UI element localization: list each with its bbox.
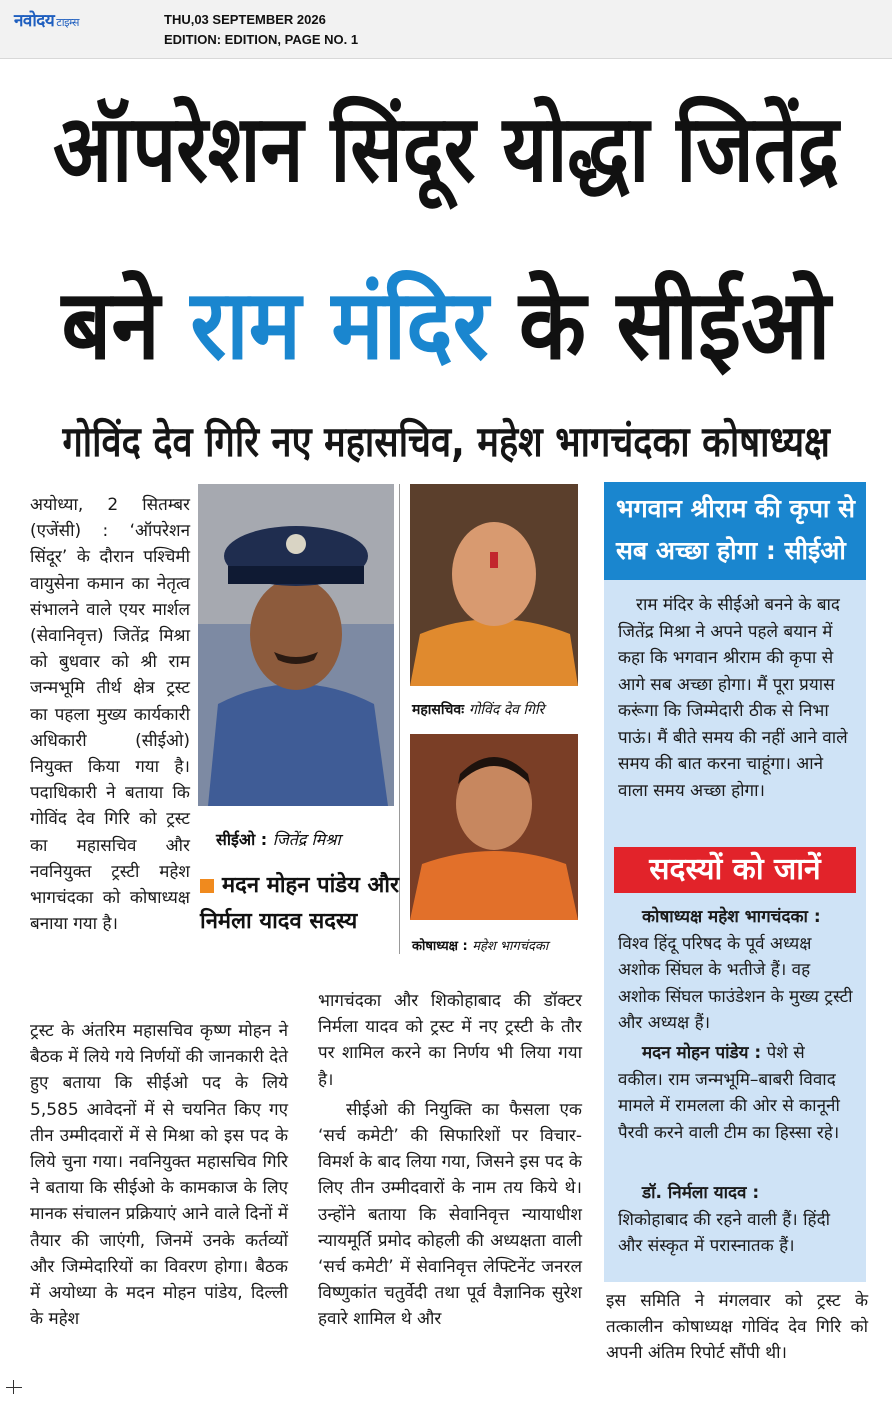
dateline <box>164 10 358 50</box>
intro-text: अयोध्या, 2 सितम्बर (एजेंसी) : ‘ऑपरेशन सिंदूर’ के दौरान पश्चिमी वायुसेना कमान का नेतृत्व संभालने वाले एयर मार्शल (सेवानिवृत्त) जितेंद्र मिश्रा को बुधवार को श्री राम जन्मभूमि तीर्थ क्षेत्र ट्रस्ट का पहला मुख्य कार्यकारी अधिकारी (सीईओ) नियुक्त किया गया है। <box>30 495 190 778</box>
headline-deck: गोविंद देव गिरि नए महासचिव, महेश भागचंदका कोषाध्यक्ष <box>62 417 830 466</box>
caption-general-secretary <box>412 700 544 719</box>
closing-paragraph: इस समिति ने मंगलवार को ट्रस्ट के तत्कालीन कोषाध्यक्ष गोविंद देव गिरि को अपनी अंतिम रिपोर्ट सौंपी थी। <box>606 1291 868 1363</box>
member-name: मदन मोहन पांडेय : <box>642 1043 762 1063</box>
masthead-bar <box>0 0 892 59</box>
intro-continued: पदाधिकारी ने बताया कि गोविंद देव गिरि को ट्रस्ट का महासचिव और नवनियुक्त ट्रस्टी महेश भागचंदका को कोषाध्यक्ष बनाया गया है। <box>30 783 190 935</box>
headline-word-bane: बने <box>61 268 160 382</box>
crop-mark <box>6 1387 22 1388</box>
edition-page: EDITION: EDITION, PAGE NO. 1 <box>164 32 359 47</box>
general-secretary-portrait-icon <box>410 484 578 686</box>
photo-ceo-jitendra-mishra <box>198 484 394 806</box>
article-intro <box>30 492 190 937</box>
member-description: विश्व हिंदू परिषद के पूर्व अध्यक्ष अशोक सिंघल के भतीजे हैं। वह अशोक सिंघल फाउंडेशन के मुख्य ट्रस्टी और अध्यक्ष हैं। <box>618 933 853 1033</box>
member-description: पेशे से वकील। राम जन्मभूमि–बाबरी विवाद मामले में रामलला की ओर से कानूनी पैरवी करने वाली टीम का हिस्सा रहे। <box>618 1043 840 1143</box>
caption-treasurer <box>412 936 548 954</box>
sidebar-title: भगवान श्रीराम की कृपा से सब अच्छा होगा : सीईओ <box>604 482 866 580</box>
member-paragraph <box>618 1040 854 1146</box>
photo-govind-dev-giri <box>410 484 578 686</box>
newspaper-logo[interactable] <box>14 8 79 31</box>
orange-square-icon <box>200 879 214 893</box>
treasurer-portrait-icon <box>410 734 578 920</box>
member-name: कोषाध्यक्ष महेश भागचंदका : <box>642 907 821 927</box>
headline-line-2 <box>22 270 869 381</box>
issue-date: THU,03 SEPTEMBER 2026 <box>164 12 326 27</box>
ceo-portrait-icon <box>198 484 394 806</box>
member-name: डॉ. निर्मला यादव : <box>642 1183 760 1203</box>
col2-paragraph-2: सीईओ की नियुक्ति का फैसला एक ‘सर्च कमेटी’ की सिफारिशों पर विचार-विमर्श के बाद लिया गया, जिसने इस पद के लिए तीन उम्मीदवारों के नाम तय किये थे। उन्होंने बताया कि सेवानिवृत्त न्यायाधीश न्यायमूर्ति प्रमोद कोहली की अध्यक्षता वाली ‘सर्च कमेटी’ में सेवानिवृत्त लेफ्टिनेंट जनरल विष्णुकांत चतुर्वेदी तथा पूर्व वैज्ञानिक सुरेश हवारे शामिल थे और <box>318 1099 582 1330</box>
members-heading: सदस्यों को जानें <box>614 847 856 893</box>
article-column-2 <box>318 988 582 1333</box>
caption-ceo-name: जितेंद्र मिश्रा <box>272 830 341 849</box>
caption-gs-label: महासचिवः <box>412 702 465 718</box>
caption-tr-name: महेश भागचंदका <box>472 939 549 954</box>
caption-gs-name: गोविंद देव गिरि <box>468 702 545 718</box>
member-description: शिकोहाबाद की रहने वाली हैं। हिंदी और संस्कृत में परास्नातक हैं। <box>618 1209 830 1256</box>
headline-line-1: ऑपरेशन सिंदूर योद्धा जितेंद्र <box>53 95 839 203</box>
caption-tr-label: कोषाध्यक्ष : <box>412 939 468 954</box>
caption-ceo <box>216 828 341 850</box>
headline-highlight: राम मंदिर <box>190 268 489 382</box>
caption-ceo-label: सीईओ : <box>216 830 268 849</box>
member-entry <box>618 904 854 1037</box>
crop-mark-vertical <box>13 1380 14 1394</box>
photo-mahesh-bhagchandka <box>410 734 578 920</box>
col2-paragraph-1: भागचंदका और शिकोहाबाद की डॉक्टर निर्मला यादव को ट्रस्ट में नए ट्रस्टी के तौर पर शामिल करने का निर्णय भी लिया गया है। <box>318 991 582 1090</box>
headline-word-ceo: के सीईओ <box>518 268 831 382</box>
logo-sub: टाइम्स <box>56 16 79 29</box>
sidebar-quote: राम मंदिर के सीईओ बनने के बाद जितेंद्र मिश्रा ने अपने पहले बयान में कहा कि भगवान श्रीराम की कृपा से आगे सब अच्छा होगा। मैं पूरा प्रयास करूंगा कि जिम्मेदारी ठीक से निभा पाऊं। मैं बीते समय की नहीं आने वाले समय की बात करना चाहूंगा। आने वाला समय अच्छा होगा। <box>618 595 848 801</box>
member-entry <box>618 1180 854 1260</box>
article-paragraph-2: ट्रस्ट के अंतरिम महासचिव कृष्ण मोहन ने बैठक में लिये गये निर्णयों की जानकारी देते हुए बताया कि सीईओ पद के लिये 5,585 आवेदनों में से चयनित किए गए तीन उम्मीदवारों में से मिश्रा को इस पद के लिये चुना गया। नवनियुक्त महासचिव गिरि ने बताया कि सीईओ के कामकाज के लिए मानक संचालन प्रक्रियाएं आने वाले दिनों में तैयार की जाएंगी, जिनमें उनके कर्तव्यों और जिम्मेदारियों का विवरण होगा। बैठक में अयोध्या के मदन मोहन पांडेय, दिल्ली के महेश <box>30 1021 288 1330</box>
subhead-text: मदन मोहन पांडेय और निर्मला यादव सदस्य <box>200 873 400 934</box>
members-subhead <box>200 868 400 940</box>
logo-main: नवोदय <box>14 11 55 31</box>
member-entry <box>618 1040 854 1146</box>
